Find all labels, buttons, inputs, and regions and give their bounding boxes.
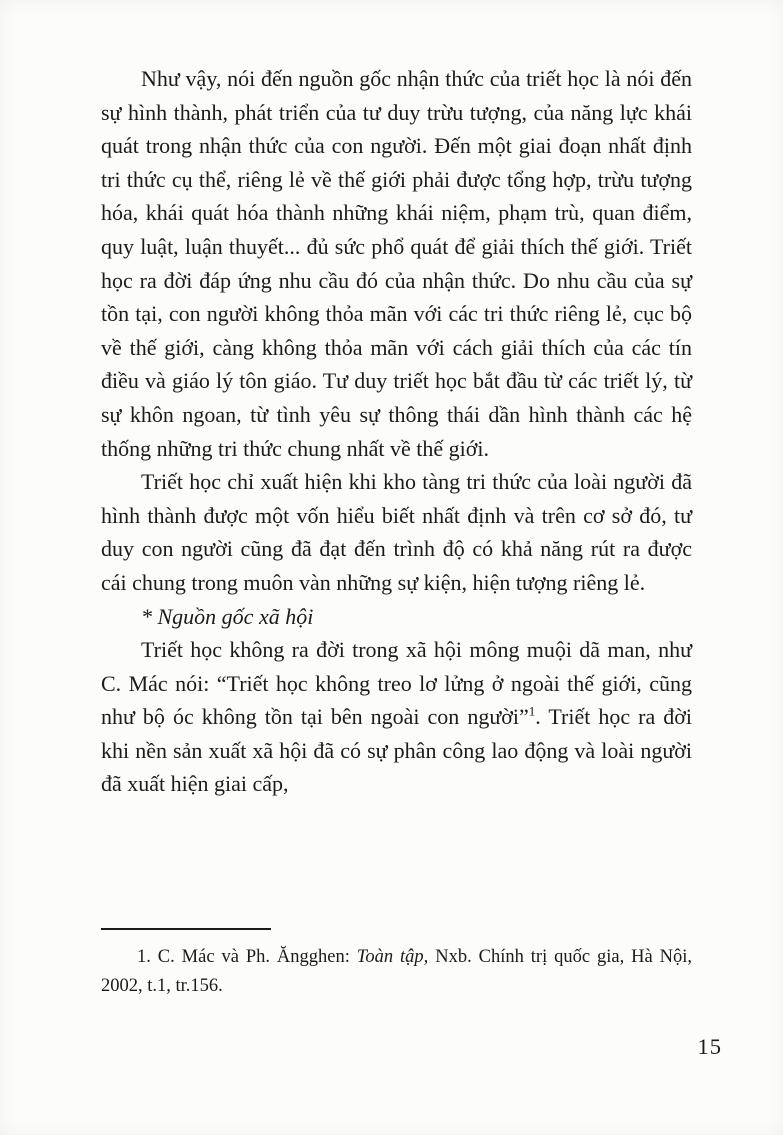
paragraph-3 — [101, 633, 692, 801]
paragraph-2: Triết học chỉ xuất hiện khi kho tàng tri thức của loài người đã hình thành được một vốn hiểu biết nhất định và trên cơ sở đó, tư duy con người cũng đã đạt đến trình độ có khả năng rút ra được cái chung trong muôn vàn những sự kiện, hiện tượng riêng lẻ. — [101, 469, 692, 595]
section-heading: * Nguồn gốc xã hội — [141, 603, 314, 629]
footnote-area — [101, 928, 692, 1000]
footnote-text-end: Nxb. Chính trị quốc gia, Hà Nội, 2002, t.1, tr.156. — [101, 947, 692, 996]
footnote — [101, 943, 692, 1000]
paragraph-3-text-continued: . Triết học ra đời khi nền sản xuất xã hội đã có sự phân công lao động và loài người đã xuất hiện giai cấp, — [101, 704, 692, 797]
main-text-block — [101, 62, 692, 801]
paragraph-3-text: Triết học không ra đời trong xã hội mông muội dã man, như C. Mác nói: “Triết học không treo lơ lửng ở ngoài thế giới, cũng như bộ óc không tồn tại bên ngoài con người” — [101, 637, 692, 730]
paragraph-1: Như vậy, nói đến nguồn gốc nhận thức của triết học là nói đến sự hình thành, phát triển của tư duy trừu tượng, của năng lực khái quát trong nhận thức của con người. Đến một giai đoạn nhất định tri thức cụ thể, riêng lẻ về thế giới phải được tổng hợp, trừu tượng hóa, khái quát hóa thành những khái niệm, phạm trù, quan điểm, quy luật, luận thuyết... đủ sức phổ quát để giải thích thế giới. Triết học ra đời đáp ứng nhu cầu đó của nhận thức. Do nhu cầu của sự tồn tại, con người không thỏa mãn với các tri thức riêng lẻ, cục bộ về thế giới, càng không thỏa mãn với cách giải thích của các tín điều và giáo lý tôn giáo. Tư duy triết học bắt đầu từ các triết lý, từ sự khôn ngoan, từ tình yêu sự thông thái dần hình thành các hệ thống những tri thức chung nhất về thế giới. — [101, 66, 692, 461]
footnote-text-start: 1. C. Mác và Ph. Ăngghen: — [137, 947, 357, 967]
page-number: 15 — [697, 1034, 722, 1059]
footnote-book-title: Toàn tập, — [356, 947, 429, 967]
footnote-reference-marker: 1 — [528, 703, 536, 719]
footnote-divider — [101, 928, 271, 930]
